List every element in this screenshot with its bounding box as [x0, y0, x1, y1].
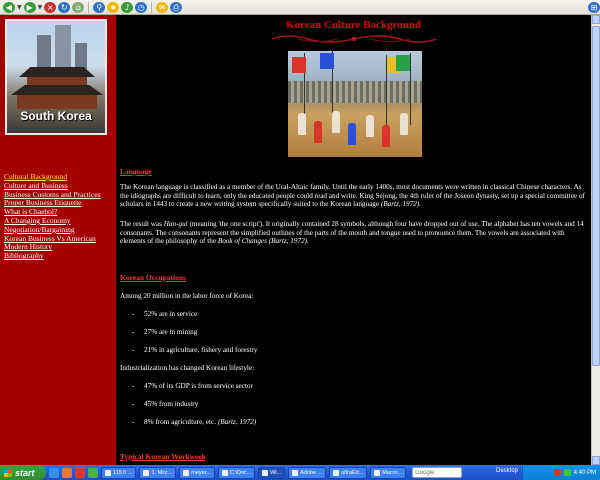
nav-business-etiquette[interactable]: Proper Business Etiquette [4, 198, 82, 208]
scroll-thumb[interactable] [592, 26, 600, 366]
gdp-item: 8% from agriculture, etc. (Bartz, 1972) [144, 418, 257, 426]
tray-icon[interactable] [564, 469, 571, 476]
system-tray [522, 465, 600, 480]
clock[interactable]: 4:40 PM [573, 469, 596, 476]
labor-item: 27% are in mining [144, 328, 198, 336]
sidebar-nav [4, 173, 116, 261]
nav-culture-and-business[interactable]: Culture and Business [4, 180, 68, 190]
scroll-down-button[interactable] [592, 456, 600, 465]
occupations-heading: Korean Occupations [120, 273, 186, 282]
ornament-divider [268, 35, 440, 43]
stop-icon[interactable]: × [44, 2, 56, 13]
windows-logo-icon [4, 469, 12, 477]
nav-negotiation[interactable]: Negotiation/Bargaining [4, 224, 75, 234]
scroll-up-button[interactable] [592, 15, 600, 24]
search-icon[interactable]: ⚲ [93, 2, 105, 13]
toolbar-divider [88, 2, 89, 13]
mail-icon[interactable]: ✉ [156, 2, 168, 13]
taskbar-button[interactable]: 115.0 ... [101, 467, 136, 479]
taskbar-button[interactable]: Macro... [370, 467, 406, 479]
app-quicklaunch-icon[interactable] [88, 468, 98, 478]
forward-dropdown-icon[interactable]: ▼ [37, 3, 43, 11]
print-icon[interactable]: ⎙ [170, 2, 182, 13]
google-search-input[interactable] [412, 467, 462, 478]
gdp-item: 47% of its GDP is from service sector [144, 382, 253, 390]
vertical-scrollbar[interactable] [591, 15, 600, 465]
nav-chaebol[interactable]: What is Chaebol? [4, 207, 58, 217]
browser-quicklaunch-icon[interactable] [49, 468, 59, 478]
language-paragraph-1: The Korean language is classified as a member of the Ural-Altaic family. Until the early 1400s, most documents were written in classical Chinese characters. As the idiographs are difficult to learn, only the educated people could read and write. King Sejong, the 4th ruler of the Joseon dynasty, set up a special committee of scholars in 1443 to create a new writing system specifically suited to the Korean language (Bartz, 1972). [120, 183, 585, 209]
taskbar-button[interactable]: C:\Doc... [218, 467, 255, 479]
back-dropdown-icon[interactable]: ▼ [17, 3, 22, 11]
browser-toolbar [0, 0, 600, 15]
festival-dancers-photo [288, 51, 422, 157]
taskbar-button-active[interactable]: Wi... [258, 467, 285, 479]
taskbar-button[interactable]: ultraEd... [329, 467, 367, 479]
language-paragraph-2: The result was Han-gul (meaning 'the one script'). It originally contained 28 symbols, although four have dropped out of use. The alphabet has ten vowels and 14 consonants. The consonants represent the simplified outlines of the parts of the mouth and tongue used to pronounce them. The vowels are associated with elements of the philosophy of the Book of Changes (Bartz, 1972). [120, 220, 584, 246]
app-quicklaunch-icon[interactable] [75, 468, 85, 478]
page-viewport [0, 15, 591, 465]
main-content: Korean Culture Background Language The Korean language is classified as a member of the Ural-Altaic family. Until the early 1400s, most documents were written in classical Chinese characters. As the idiographs are difficult to learn, only the educated people could read and write. King Sejong, the 4th ruler of the Joseon dynasty, set up a special committee of scholars in 1443 to create a new writing system specifically suited to the Korean language (Bartz, 1972). The result was Han-gul (meaning 'the one script'). It originally contained 28 symbols, although four have dropped out of use. The alphabet has ten vowels and 14 consonants. The consonants represent the simplified outlines of the parts of the mouth and tongue used to pronounce them. The vowels are associated with elements of the philosophy of the Book of Changes (Bartz, 1972). Korean Occupations Among 20 million in the labor force of Korea: - 52% are in service - 27% are in mining - 21% in agriculture, fishery and forestry Industrialization has changed Korean lifestyle: - 47% of its GDP is from service sector - 45% from industry - 8% from agriculture, etc. (Bartz, 1972) Typical Korean Workweek [116, 15, 591, 465]
photo-caption: South Korea [20, 109, 92, 123]
nav-korean-vs-american[interactable]: Korean Business Vs American [4, 233, 96, 243]
gdp-item: 45% from industry [144, 400, 199, 408]
nav-changing-economy[interactable]: A Changing Economy [4, 215, 71, 225]
labor-intro: Among 20 million in the labor force of Korea: [120, 292, 254, 300]
industrialization-intro: Industrialization has changed Korean lifestyle: [120, 364, 255, 372]
sidebar [0, 15, 116, 465]
favorites-icon[interactable]: ★ [107, 2, 119, 13]
firefox-quicklaunch-icon[interactable] [62, 468, 72, 478]
media-icon[interactable]: ♪ [121, 2, 133, 13]
taskbar [0, 465, 600, 480]
nav-cultural-background[interactable]: Cultural Background [4, 172, 68, 181]
nav-bibliography[interactable]: Bibliography [4, 251, 44, 261]
workweek-heading: Typical Korean Workweek [120, 452, 206, 461]
taskbar-button[interactable]: meyer... [179, 467, 215, 479]
tray-icon[interactable] [554, 469, 561, 476]
taskbar-button[interactable]: Adobe ... [288, 467, 326, 479]
toolbar-divider [151, 2, 152, 13]
home-icon[interactable]: ⌂ [72, 2, 84, 13]
windows-logo-icon: ⊞ [588, 2, 600, 13]
desktop-toolbar-label[interactable]: Desktop [495, 468, 518, 474]
nav-modern-history[interactable]: Modern History [4, 242, 53, 252]
start-button[interactable]: start [0, 465, 46, 480]
south-korea-photo [5, 19, 107, 135]
taskbar-button[interactable]: 1. Mzz... [139, 467, 176, 479]
labor-item: 52% are in service [144, 310, 198, 318]
labor-item: 21% in agriculture, fishery and forestry [144, 346, 258, 354]
history-icon[interactable]: ◷ [135, 2, 147, 13]
language-heading: Language [120, 167, 152, 176]
back-icon[interactable]: ◀ [3, 2, 15, 13]
nav-business-customs[interactable]: Business Customs and Practices [4, 189, 101, 199]
page-title: Korean Culture Background [285, 19, 422, 31]
refresh-icon[interactable]: ↻ [58, 2, 70, 13]
forward-icon[interactable]: ▶ [24, 2, 36, 13]
